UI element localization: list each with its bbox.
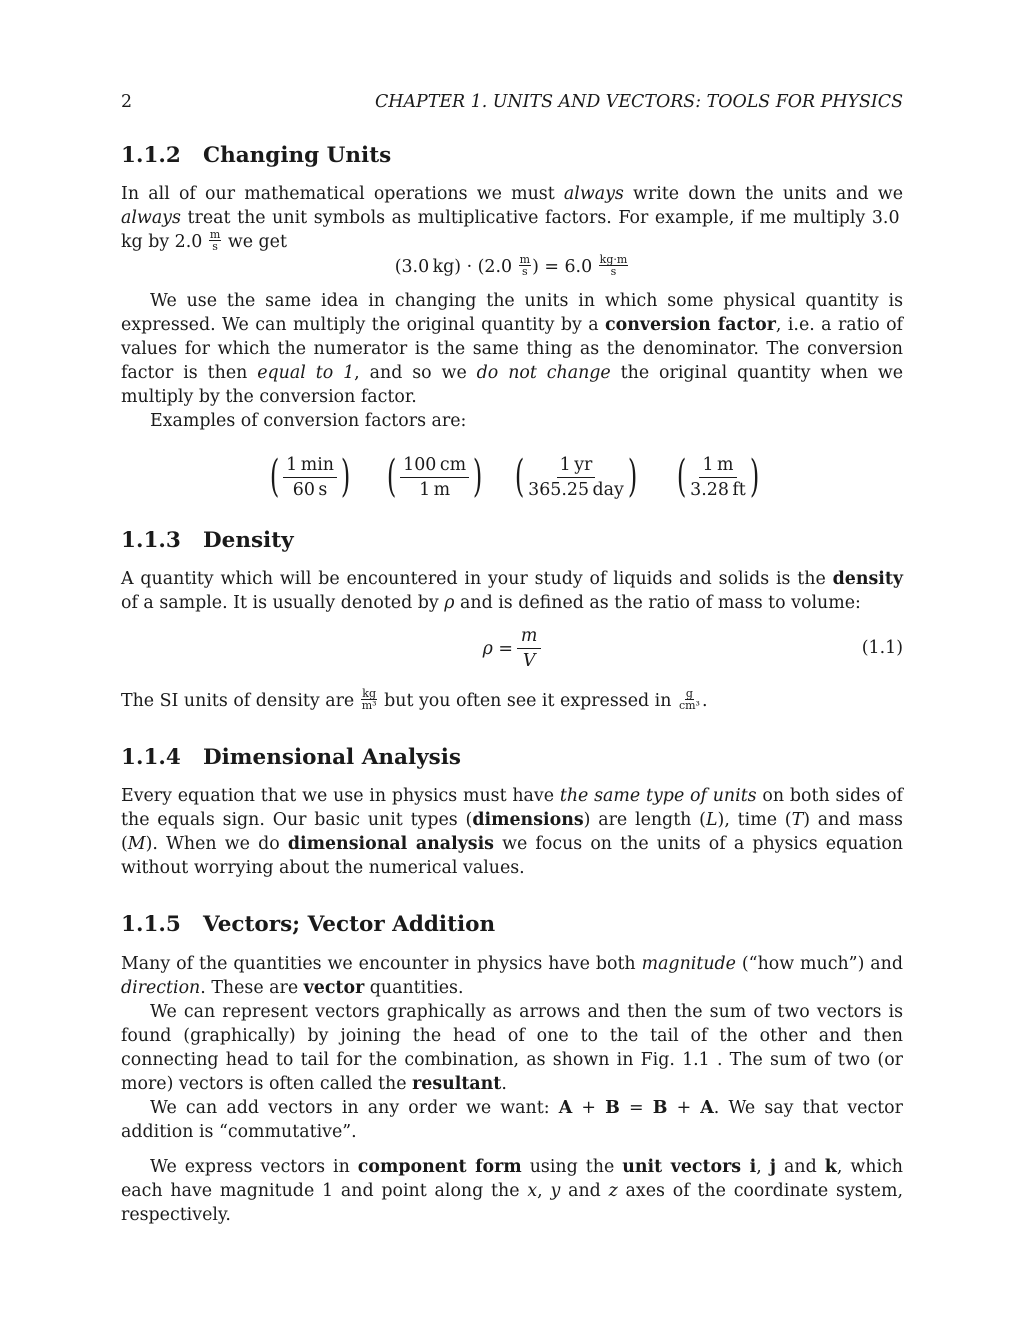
- paragraph-examples-intro: Examples of conversion factors are:: [150, 411, 467, 431]
- section-title: Vectors; Vector Addition: [203, 912, 496, 937]
- section-title: Dimensional Analysis: [203, 745, 461, 770]
- paragraph-density-units: The SI units of density are $\frac{kg}{\text{m³}}$ but you often see it expressed in $\frac{g}{\text{cm³}}$ .: [121, 687, 708, 712]
- section-heading-vectors: [121, 911, 495, 939]
- conversion-factor: ( 100 cm 1 m ): [386, 451, 483, 502]
- page-number: 2: [121, 92, 133, 112]
- section-number: 1.1.4: [121, 745, 181, 770]
- conversion-factor: ( 1 yr 365.25 day ): [514, 451, 638, 502]
- paragraph-conversion-factor: We use the same idea in changing the units in which some physical quantity is expressed. We can multiply the original quantity by a conversion factor, i.e. a ratio of values for which the numerator is the same thing as the denominator. The conversion factor is then equal to 1, and so we do not change the original quantity when we multiply by the conversion factor. Examples of conversion factors are:: [121, 291, 903, 431]
- paragraph-vector-graphical: We can represent vectors graphically as arrows and then the sum of two vectors is found (graphically) by joining the head of one to the tail of the other and then connecting head to tail for the combination, as shown in Fig. 1.1 . The sum of two (or more) vectors is often called the resultant.: [121, 1002, 903, 1094]
- section-number: 1.1.3: [121, 528, 181, 553]
- section-title: Density: [203, 528, 294, 553]
- paragraph-vector-components: We express vectors in component form using the unit vectors i, j and k, which each have magnitude 1 and point along the x, y and z axes of the coordinate system, respectively.: [121, 1157, 903, 1225]
- conversion-factor: ( 1 m 3.28 ft ): [676, 451, 760, 502]
- fraction-m-per-s: $\frac{m}{s}$: [209, 228, 221, 253]
- section-number: 1.1.5: [121, 912, 181, 937]
- section-heading-density: [121, 527, 294, 555]
- equation-label: (1.1): [861, 638, 903, 658]
- equation-unit-multiplication: (3.0 kg) · (2.0 $\frac{m}{s}$ ) = 6.0 $\frac{kg\cdot m}{s}$: [394, 253, 628, 278]
- paragraph-vector-commutative: We can add vectors in any order we want: A + B = B + A. We say that vector addition is “commutative”.: [121, 1098, 903, 1142]
- section-heading-changing-units: [121, 142, 391, 170]
- running-header: [121, 90, 903, 116]
- equation-density: ρ = $\frac{m}{V}$ (1.1): [482, 626, 903, 671]
- paragraph-dimensional-analysis: Every equation that we use in physics must have the same type of units on both sides of the equals sign. Our basic unit types (dimensions) are length (L), time (T) and mass (M). When we do dimensional analysis we focus on the units of a physics equation without worrying about the numerical values.: [121, 786, 903, 878]
- paragraph-vectors: Many of the quantities we encounter in physics have both magnitude (“how much”) and direction. These are vector quantities. We can represent vectors graphically as arrows and then the sum of two vectors is found (graphically) by joining the head of one to the tail of the other and then connecting head to tail for the combination, as shown in Fig. 1.1 . The sum of two (or more) vectors is often called the resultant. We can add vectors in any order we want: A + B = B + A. We say that vector addition is “commutative”.: [121, 954, 903, 1142]
- section-number: 1.1.2: [121, 143, 181, 168]
- section-title: Changing Units: [203, 143, 392, 168]
- conversion-factor-examples: [121, 448, 903, 506]
- paragraph-density-intro: A quantity which will be encountered in your study of liquids and solids is the density of a sample. It is usually denoted by ρ and is defined as the ratio of mass to volume:: [121, 569, 903, 613]
- section-heading-dimensional-analysis: [121, 744, 461, 772]
- document-page: [121, 0, 903, 1324]
- chapter-title: CHAPTER 1. UNITS AND VECTORS: TOOLS FOR PHYSICS: [374, 92, 903, 112]
- paragraph-changing-units-intro: In all of our mathematical operations we must always write down the units and we always treat the unit symbols as multiplicative factors. For example, if me multiply 3.0 kg by 2.0 $\frac{m}{s}$ we get: [121, 184, 903, 253]
- conversion-factor: ( 1 min 60 s ): [269, 451, 351, 502]
